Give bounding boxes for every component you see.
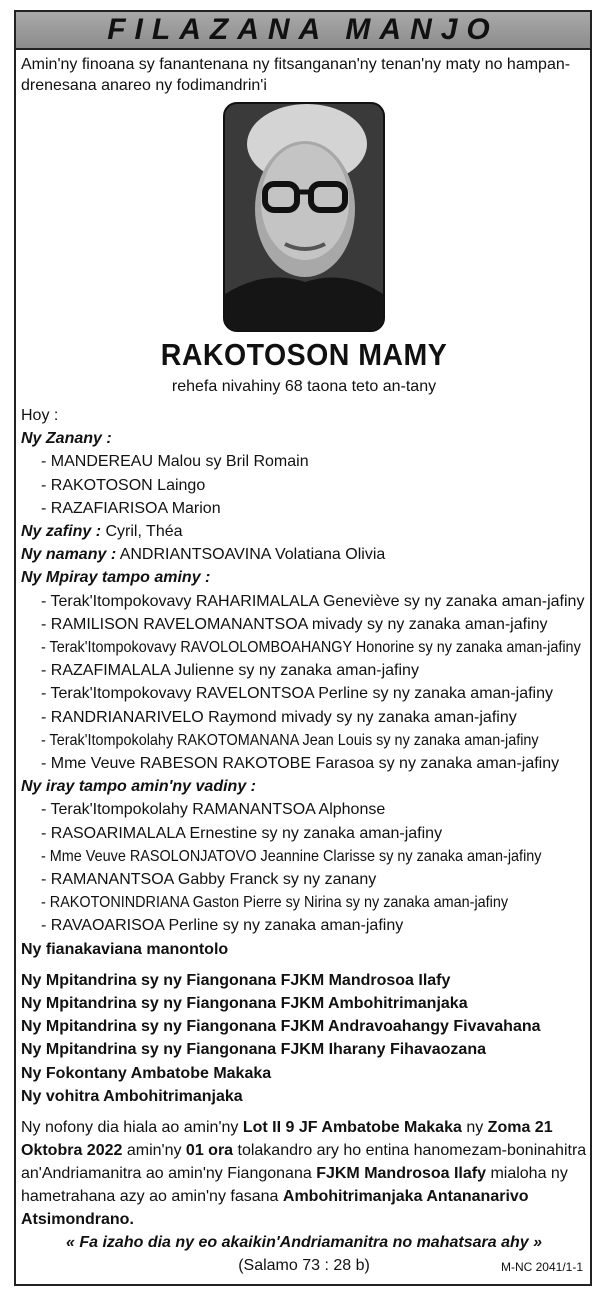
portrait-photo [223,102,385,332]
list-item: - Terak'Itompokovavy RAVELONTSOA Perline sy ny zanaka aman-jafiny [41,685,554,703]
details-text: mialoha ny hametrahana azy ao amin'ny fasana [21,1165,568,1206]
details-church: FJKM Mandrosoa Ilafy [316,1165,486,1183]
details-text: Ny nofony dia hiala ao amin'ny [21,1119,243,1137]
list-item: - RANDRIANARIVELO Raymond mivady sy ny zanaka aman-jafiny [41,708,517,726]
spacer [21,961,587,969]
details-date: Zoma 21 Oktobra 2022 [21,1119,553,1160]
details-text: tolakandro ary ho entina hanomezam-boninahitra an'Andriamanitra ao amin'ny Fiangonana [21,1142,587,1183]
church-line: Ny Mpitandrina sy ny Fiangonana FJKM Andravoahangy Fivavahana [21,1018,541,1036]
list-item-text: - Mme Veuve RASOLONJATOVO Jeannine Clarisse sy ny zanaka aman-jafiny [41,847,542,865]
zafiny-label: Ny zafiny : [21,523,102,541]
list-item-text: - Terak'Itompokolahy RAKOTOMANANA Jean Louis sy ny zanaka aman-jafiny [41,731,539,749]
details-address: Lot II 9 JF Ambatobe Makaka [242,1119,462,1137]
details-burial-place: Ambohitrimanjaka Antananarivo Atsimondrano. [21,1188,529,1229]
notice-reference-code: M-NC 2041/1-1 [500,1260,583,1275]
psalm-reference-line [21,1254,587,1277]
list-item: - RAVAOARISOA Perline sy ny zanaka aman-jafiny [41,917,404,935]
list-item [41,729,587,752]
list-item: - Terak'Itompokovavy RAHARIMALALA Geneviève sy ny zanaka aman-jafiny [41,592,585,610]
list-item: - Terak'Itompokolahy RAMANANTSOA Alphonse [41,801,386,819]
church-line: Ny Mpitandrina sy ny Fiangonana FJKM Iharany Fihavaozana [21,1041,486,1059]
church-line: Ny vohitra Ambohitrimanjaka [21,1087,243,1105]
list-item: - Mme Veuve RABESON RAKOTOBE Farasoa sy ny zanaka aman-jafiny [41,755,560,773]
deceased-age-line: rehefa nivahiny 68 taona teto an-tany [171,378,437,395]
list-item: - RAZAFIARISOA Marion [41,499,221,517]
zafiny-value: Cyril, Théa [101,523,183,541]
notice-header [14,10,592,50]
spacer [21,1108,587,1116]
list-item-text: - Terak'Itompokovavy RAVOLOLOMBOAHANGY Honorine sy ny zanaka aman-jafiny [41,639,581,657]
deceased-name: RAKOTOSON MAMY [160,337,448,372]
namany-line [21,543,587,566]
church-line: Ny Fokontany Ambatobe Makaka [21,1064,272,1082]
funeral-details [21,1116,587,1231]
iray-list [21,798,587,937]
mpiray-list [21,590,587,776]
list-item: - RAZAFIMALALA Julienne sy ny zanaka aman-jafiny [41,662,419,680]
church-line: Ny Mpitandrina sy ny Fiangonana FJKM Ambohitrimanjaka [21,995,468,1013]
list-item: - RAKOTOSON Laingo [41,476,206,494]
details-text: amin'ny [122,1142,186,1160]
list-item: - RAMILISON RAVELOMANANTSOA mivady sy ny zanaka aman-jafiny [41,615,548,633]
zanany-label: Ny Zanany : [21,430,112,448]
zanany-list [21,450,587,520]
intro-text: Amin'ny finoana sy fanantenana ny fitsanganan'ny tenan'ny maty no hampan-drenesana anareo ny fodimandrin'i [21,56,571,94]
namany-value: ANDRIANTSOAVINA Volatiana Olivia [116,546,386,564]
notice-title: FILAZANA MANJO [107,13,499,46]
notice-body [21,54,587,1278]
list-item [41,891,587,914]
details-text: ny [461,1119,488,1137]
mpiray-label: Ny Mpiray tampo aminy : [21,569,211,587]
church-line: Ny Mpitandrina sy ny Fiangonana FJKM Mandrosoa Ilafy [21,971,451,989]
list-item [41,636,587,659]
zafiny-line [21,520,587,543]
list-item-text: - RAKOTONINDRIANA Gaston Pierre sy Nirina sy ny zanaka aman-jafiny [41,894,509,912]
hoy-label: Hoy : [21,407,59,424]
psalm-reference: (Salamo 73 : 28 b) [238,1257,370,1275]
list-item [41,845,587,868]
portrait-container [21,102,587,332]
list-item: - MANDEREAU Malou sy Bril Romain [41,453,309,471]
portrait-image [225,104,383,330]
namany-label: Ny namany : [21,546,117,564]
list-item: - RAMANANTSOA Gabby Franck sy ny zanany [41,871,377,889]
details-time: 01 ora [185,1142,234,1160]
bible-quote: « Fa izaho dia ny eo akaikin'Andriamanitra no mahatsara ahy » [66,1234,542,1252]
churches-list [21,969,587,1108]
iray-label: Ny iray tampo amin'ny vadiny : [21,778,256,796]
list-item: - RASOARIMALALA Ernestine sy ny zanaka aman-jafiny [41,824,443,842]
fianakaviana-line: Ny fianakaviana manontolo [21,940,229,958]
